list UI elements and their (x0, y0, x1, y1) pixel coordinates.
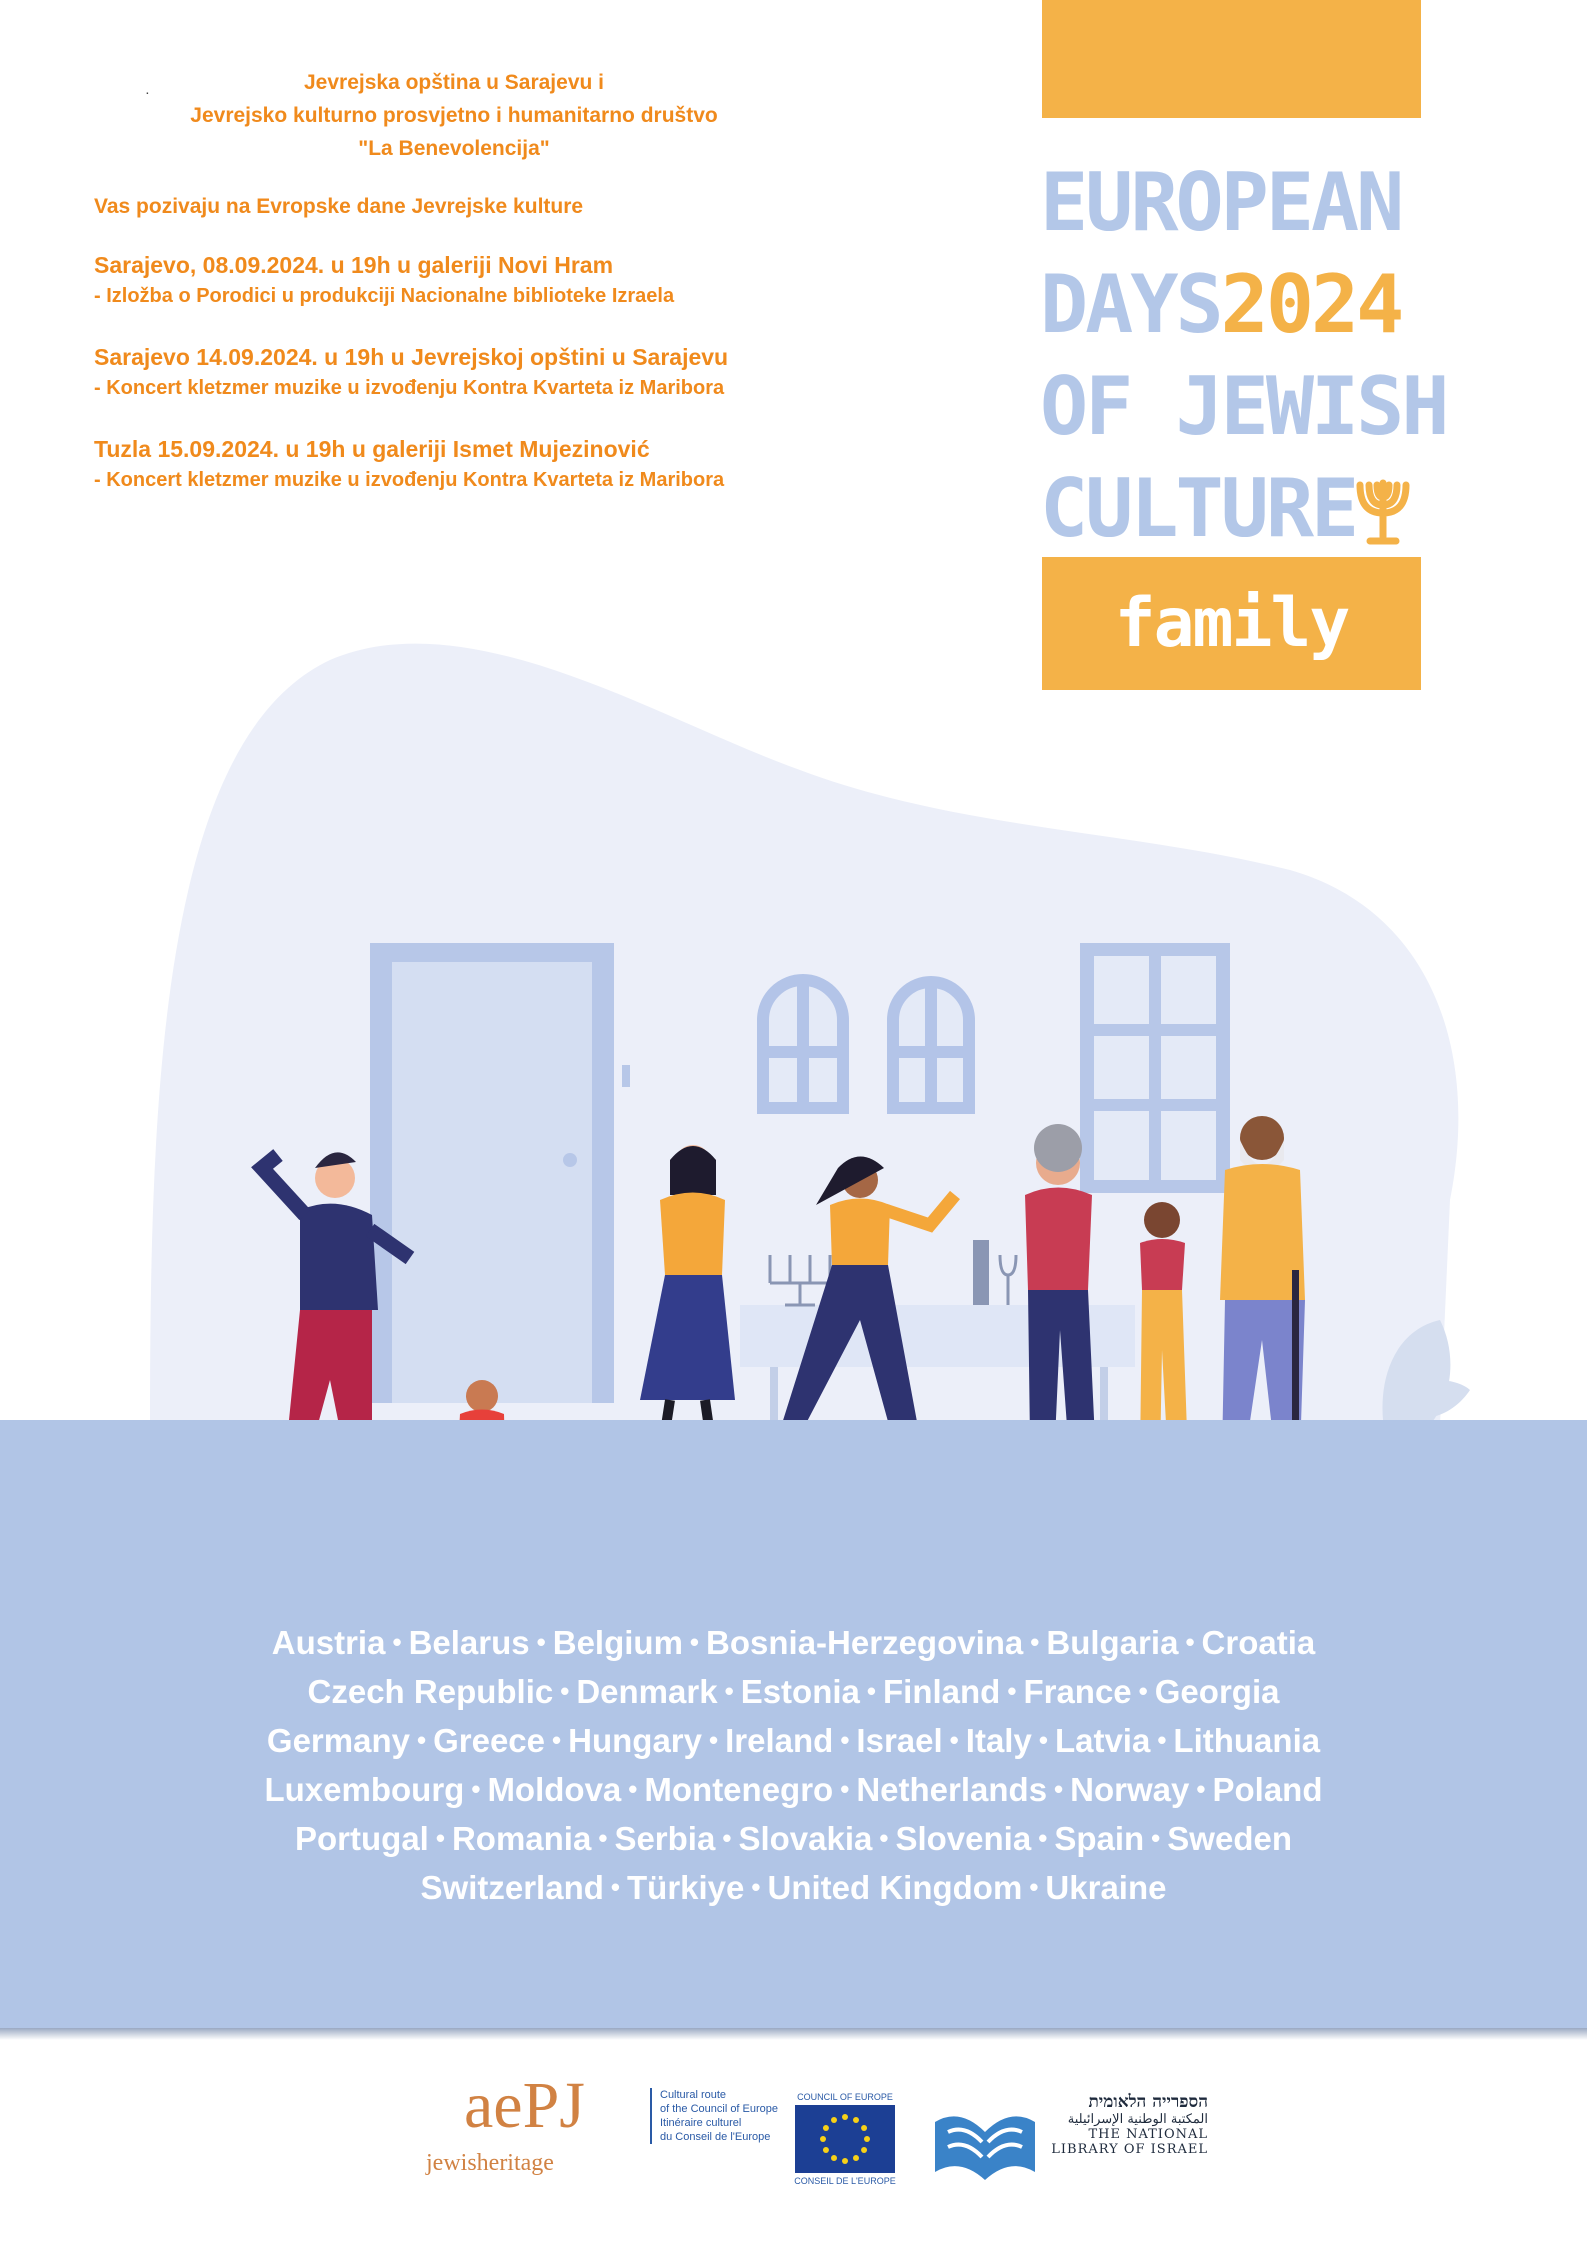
invitation-intro: Vas pozivaju na Evropske dane Jevrejske kulture (94, 195, 584, 218)
country-name: Belgium (552, 1624, 683, 1661)
logo-line-of-jewish: OF JEWISH (1040, 360, 1447, 453)
event-detail: - Izložba o Porodici u produkciji Nacionalne biblioteke Izraela (94, 285, 675, 307)
country-name: Estonia (740, 1673, 860, 1710)
divider-shadow (0, 2028, 1587, 2040)
logo-word-days: DAYS (1040, 258, 1221, 351)
bullet-separator: • (1151, 1823, 1161, 1853)
bullet-separator: • (536, 1627, 546, 1657)
logo-line-european: EUROPEAN (1040, 156, 1402, 249)
bullet-separator: • (866, 1676, 876, 1706)
event-item (94, 433, 894, 495)
country-name: Slovenia (895, 1820, 1032, 1857)
country-name: Portugal (295, 1820, 429, 1857)
star-icon (861, 2125, 867, 2131)
country-name: Serbia (614, 1820, 716, 1857)
route-line: Itinéraire culturel (660, 2117, 742, 2129)
route-line: of the Council of Europe (660, 2103, 779, 2115)
logo-word-culture: CULTURE (1040, 462, 1357, 555)
bullet-separator: • (1138, 1676, 1148, 1706)
bullet-separator: • (1038, 1823, 1048, 1853)
aepj-logo (420, 2069, 650, 2188)
country-name: Lithuania (1173, 1722, 1321, 1759)
country-name: Ukraine (1045, 1869, 1167, 1906)
bullet-separator: • (722, 1823, 732, 1853)
bullet-separator: • (435, 1823, 445, 1853)
country-name: Poland (1212, 1771, 1323, 1808)
bullet-separator: • (628, 1774, 638, 1804)
country-name: Switzerland (420, 1869, 604, 1906)
nli-english-1: THE NATIONAL (1088, 2127, 1208, 2142)
country-row (60, 1765, 1527, 1814)
country-name: Italy (965, 1722, 1032, 1759)
event-item (94, 249, 894, 311)
country-name: Türkiye (627, 1869, 745, 1906)
country-row (60, 1814, 1527, 1863)
bullet-separator: • (689, 1627, 700, 1657)
theme-label: family (1114, 584, 1349, 663)
bullet-separator: • (560, 1676, 570, 1706)
bullet-separator: • (1054, 1774, 1064, 1804)
country-name: Bosnia-Herzegovina (706, 1624, 1024, 1661)
invitation-block: . Jevrejska opština u Sarajevu i Jevrejsko kulturno prosvjetno i humanitarno društvo "La Benevolencija" Vas pozivaju na Evropske dane Jevrejske kulture Sarajevo, 08.09.2024. u 19h u galeriji Novi Hram - Izložba o Porodici u produkciji Nacionalne biblioteke Izraela Sarajevo 14.09.2024. u 19h u Jevrejskoj opštini u Sarajevu - Koncert kletzmer muzike u izvođenju Kontra Kvarteta iz Maribora Tuzla 15.09.2024. u 19h u galeriji Ismet Mujezinović - Koncert kletzmer muzike u izvođenju Kontra Kvarteta iz Maribora (94, 66, 894, 495)
star-icon (831, 2155, 837, 2161)
event-item (94, 341, 894, 403)
country-name: Austria (271, 1624, 386, 1661)
organizer-line: "La Benevolencija" (358, 137, 550, 160)
bullet-separator: • (949, 1725, 959, 1755)
nli-text (1048, 2092, 1208, 2157)
country-row (60, 1863, 1527, 1912)
country-name: France (1023, 1673, 1132, 1710)
route-line: Cultural route (660, 2089, 727, 2101)
country-name: Sweden (1167, 1820, 1292, 1857)
star-icon (853, 2155, 859, 2161)
star-icon (842, 2158, 848, 2164)
star-icon (842, 2114, 848, 2120)
bullet-separator: • (1196, 1774, 1206, 1804)
nli-arabic: المكتبة الوطنية الإسرائيلية (1067, 2112, 1208, 2127)
country-row (60, 1716, 1527, 1765)
event-title: Sarajevo, 08.09.2024. u 19h u galeriji Novi Hram (94, 252, 614, 278)
country-row (60, 1667, 1527, 1716)
event-title: Tuzla 15.09.2024. u 19h u galeriji Ismet Mujezinović (94, 436, 650, 462)
door (370, 943, 630, 1403)
country-name: Israel (856, 1722, 943, 1759)
country-name: Belarus (408, 1624, 530, 1661)
bullet-separator: • (598, 1823, 608, 1853)
star-icon (820, 2136, 826, 2142)
logo-line-days (1040, 254, 1440, 356)
country-name: Latvia (1054, 1722, 1151, 1759)
event-detail: - Koncert kletzmer muzike u izvođenju Kontra Kvarteta iz Maribora (94, 469, 725, 491)
route-line: du Conseil de l'Europe (660, 2131, 771, 2143)
bullet-separator: • (610, 1872, 620, 1902)
coe-top-label: COUNCIL OF EUROPE (797, 2092, 893, 2102)
bullet-separator: • (416, 1725, 427, 1755)
coe-bottom-label: CONSEIL DE L'EUROPE (794, 2176, 896, 2186)
organizers (94, 66, 814, 165)
bullet-separator: • (1185, 1627, 1195, 1657)
star-icon (864, 2136, 870, 2142)
star-icon (831, 2117, 837, 2123)
bullet-separator: • (392, 1627, 402, 1657)
bullet-separator: • (1029, 1872, 1039, 1902)
organizer-line: Jevrejsko kulturno prosvjetno i humanitarno društvo (190, 104, 718, 127)
council-of-europe-logo (790, 2092, 900, 2186)
nli-english-2: LIBRARY OF ISRAEL (1051, 2142, 1208, 2157)
bullet-separator: • (1007, 1676, 1017, 1706)
country-name: Montenegro (644, 1771, 834, 1808)
event-title: Sarajevo 14.09.2024. u 19h u Jevrejskoj opštini u Sarajevu (94, 344, 729, 370)
country-list (60, 1618, 1527, 1912)
country-name: Ireland (725, 1722, 834, 1759)
bullet-separator: • (724, 1676, 734, 1706)
event-detail: - Koncert kletzmer muzike u izvođenju Kontra Kvarteta iz Maribora (94, 377, 725, 399)
country-name: Georgia (1154, 1673, 1280, 1710)
country-name: Moldova (487, 1771, 622, 1808)
country-name: Norway (1070, 1771, 1190, 1808)
country-name: Netherlands (856, 1771, 1048, 1808)
country-name: Slovakia (738, 1820, 873, 1857)
country-name: Hungary (568, 1722, 702, 1759)
partner-logos (420, 2069, 1220, 2198)
country-name: Bulgaria (1046, 1624, 1179, 1661)
star-icon (853, 2117, 859, 2123)
eu-stars-flag-icon (795, 2105, 895, 2173)
country-name: United Kingdom (767, 1869, 1023, 1906)
national-library-logo (930, 2092, 1208, 2182)
logo-line-culture (1040, 458, 1440, 560)
country-name: Czech Republic (307, 1673, 554, 1710)
event-logo-title (1040, 152, 1447, 560)
country-name: Luxembourg (264, 1771, 465, 1808)
bullet-separator: • (879, 1823, 889, 1853)
country-name: Germany (266, 1722, 410, 1759)
organizer-line: Jevrejska opština u Sarajevu i (304, 71, 604, 94)
aepj-subtitle: jewisheritage (426, 2150, 554, 2176)
bullet-separator: • (840, 1774, 850, 1804)
nli-hebrew: הספרייה הלאומית (1088, 2092, 1208, 2112)
logo-year: 2024 (1220, 258, 1402, 351)
tall-window (1080, 943, 1230, 1193)
bullet-separator: • (1038, 1725, 1048, 1755)
cultural-route-label (650, 2088, 800, 2144)
bullet-separator: • (471, 1774, 481, 1804)
star-icon (861, 2147, 867, 2153)
bullet-separator: • (709, 1725, 719, 1755)
bullet-separator: • (751, 1872, 761, 1902)
bullet-separator: • (1157, 1725, 1167, 1755)
star-icon (823, 2125, 829, 2131)
logo-top-bar (1042, 0, 1421, 118)
country-row (60, 1618, 1527, 1667)
open-book-icon (930, 2092, 1040, 2182)
bullet-separator: • (552, 1725, 562, 1755)
country-name: Croatia (1201, 1624, 1316, 1661)
aepj-wordmark: aePJ (464, 2069, 585, 2142)
country-name: Spain (1054, 1820, 1145, 1857)
country-name: Greece (433, 1722, 546, 1759)
bullet-separator: • (840, 1725, 850, 1755)
country-name: Denmark (576, 1673, 718, 1710)
bullet-separator: • (1030, 1627, 1040, 1657)
menorah-icon (1356, 479, 1410, 549)
country-name: Finland (883, 1673, 1001, 1710)
country-name: Romania (451, 1820, 592, 1857)
star-icon (823, 2147, 829, 2153)
